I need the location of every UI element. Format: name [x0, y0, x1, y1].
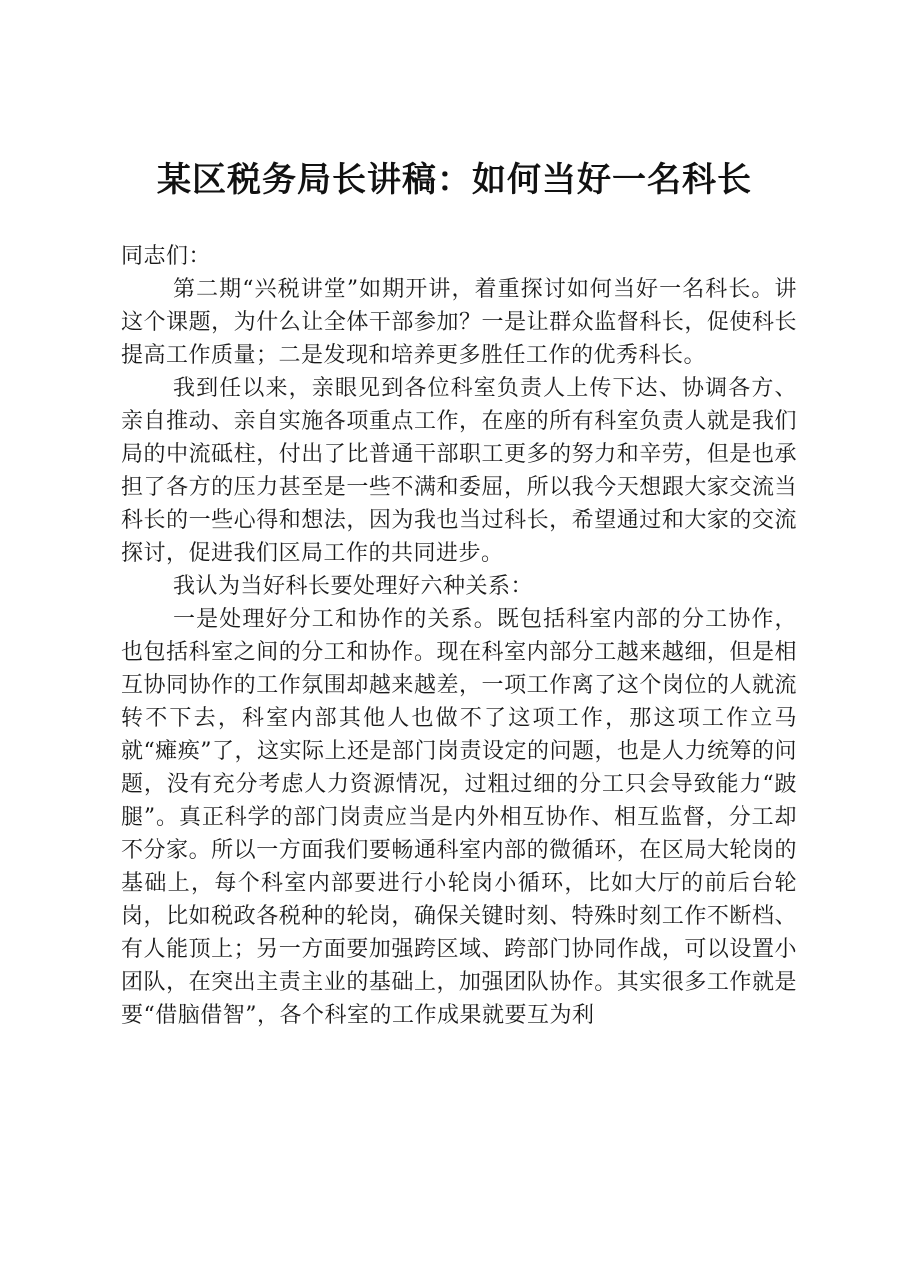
- paragraph: 第二期“兴税讲堂”如期开讲，着重探讨如何当好一名科长。讲这个课题，为什么让全体干部参加？一是让群众监督科长，促使科长提高工作质量；二是发现和培养更多胜任工作的优秀科长。: [121, 277, 797, 368]
- paragraph: 我认为当好科长要处理好六种关系：: [173, 574, 534, 599]
- paragraph: 我到任以来，亲眼见到各位科室负责人上传下达、协调各方、亲自推动、亲自实施各项重点工作，在座的所有科室负责人就是我们局的中流砥柱，付出了比普通干部职工更多的努力和辛劳，但是也承担了各方的压力甚至是一些不满和委屈，所以我今天想跟大家交流当科长的一些心得和想法，因为我也当过科长，希望通过和大家的交流探讨，促进我们区局工作的共同进步。: [121, 376, 797, 566]
- salutation: 同志们：: [121, 244, 212, 269]
- document-body: [121, 240, 797, 1032]
- document-title: 某区税务局长讲稿：如何当好一名科长: [157, 160, 752, 200]
- paragraph: 一是处理好分工和协作的关系。既包括科室内部的分工协作，也包括科室之间的分工和协作。现在科室内部分工越来越细，但是相互协同协作的工作氛围却越来越差，一项工作离了这个岗位的人就流转不下去，科室内部其他人也做不了这项工作，那这项工作立马就“瘫痪”了，这实际上还是部门岗责设定的问题，也是人力统筹的问题，没有充分考虑人力资源情况，过粗过细的分工只会导致能力“跛腿”。真正科学的部门岗责应当是内外相互协作、相互监督，分工却不分家。所以一方面我们要畅通科室内部的微循环，在区局大轮岗的基础上，每个科室内部要进行小轮岗小循环，比如大厅的前后台轮岗，比如税政各税种的轮岗，确保关键时刻、特殊时刻工作不断档、有人能顶上；另一方面要加强跨区域、跨部门协同作战，可以设置小团队，在突出主责主业的基础上，加强团队协作。其实很多工作就是要“借脑借智”，各个科室的工作成果就要互为利: [121, 607, 797, 1028]
